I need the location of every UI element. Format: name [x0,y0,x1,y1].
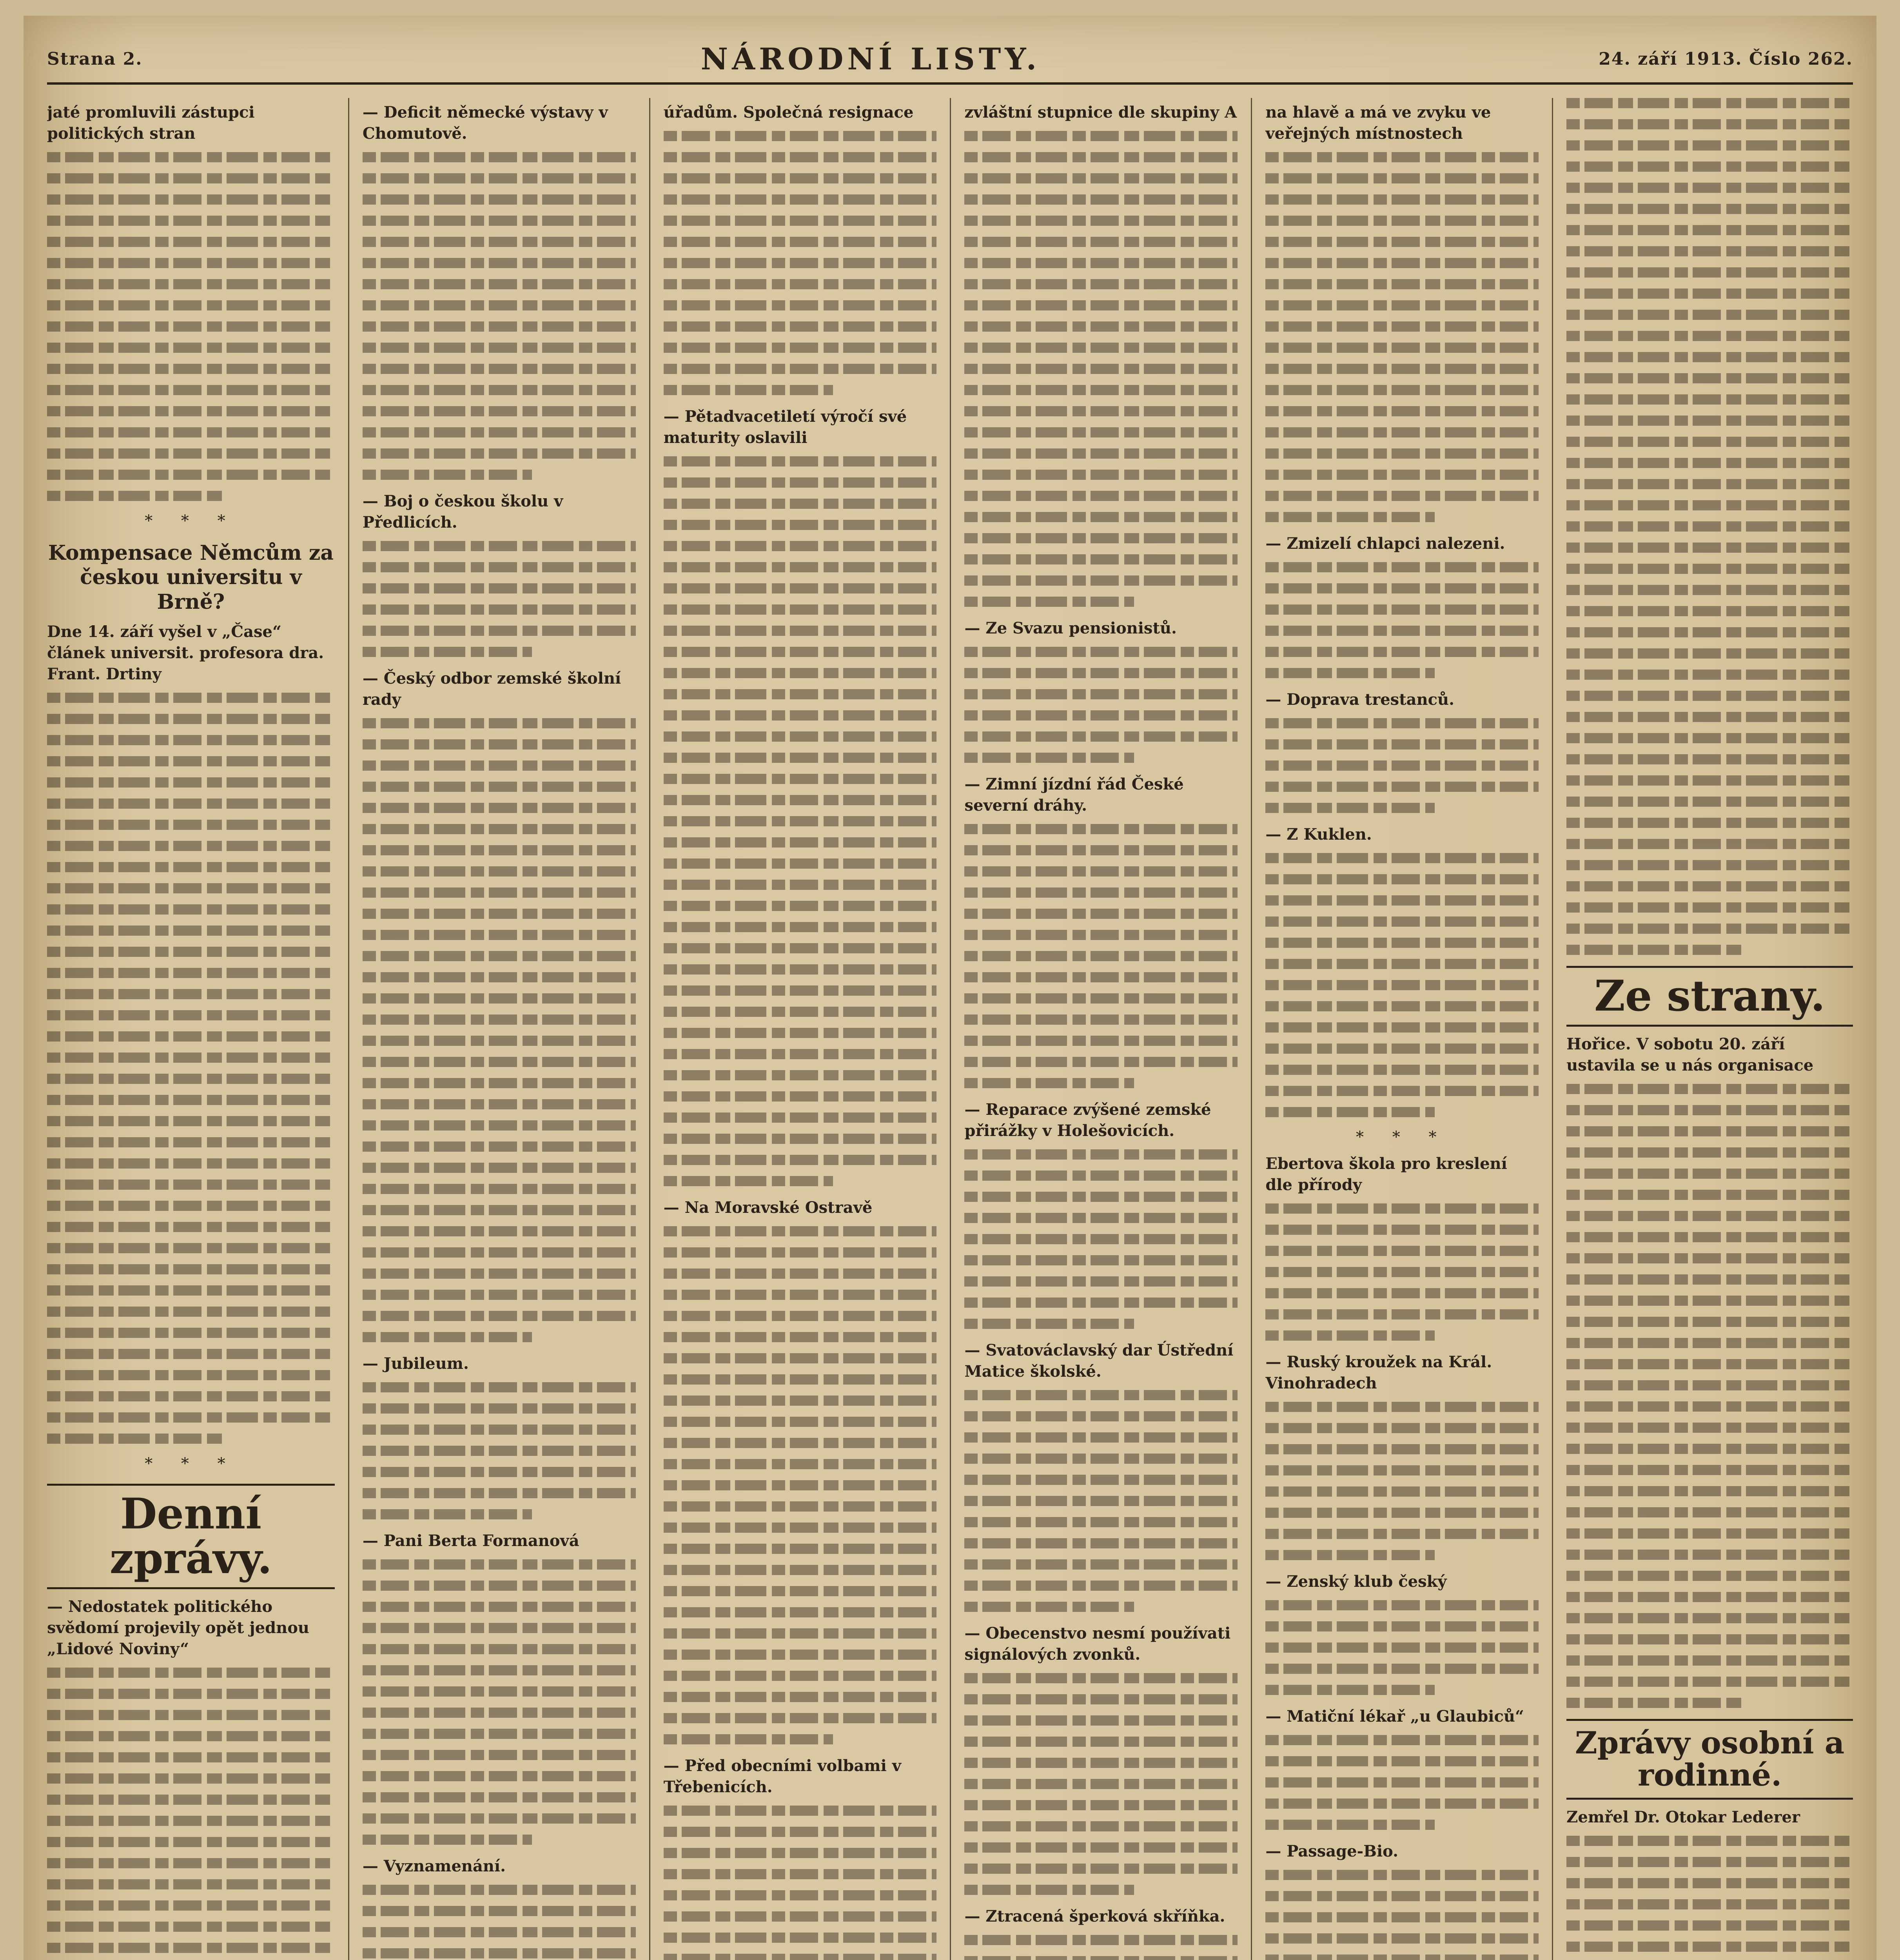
article-lead: Ebertova škola pro kreslení dle přírody [1265,1154,1507,1194]
article-lead: — Matiční lékař „u Glaubiců“ [1265,1707,1524,1726]
masthead-title: NÁRODNÍ LISTY. [700,41,1041,76]
page-number: Strana 2. [47,49,143,69]
section-heading-kompensace: Kompensace Němcům za českou universitu v Brně? [48,541,334,614]
article-lead: — Deficit německé výstavy v Chomutově. [362,103,608,143]
article-text [664,1806,937,1960]
column-1 [47,98,348,1960]
newspaper-page [24,16,1876,1960]
article-lead: na hlavě a má ve zvyku ve veřejných místnostech [1265,103,1491,143]
column-3 [649,98,950,1960]
article-lead: — Vyznamenání. [362,1857,506,1875]
article-lead: — Obecenstvo nesmí používati signálových zvonků. [964,1624,1231,1664]
article-text [964,647,1238,763]
article-lead: — Na Moravské Ostravě [663,1198,873,1217]
article-text [1265,1600,1539,1695]
article-text [363,1885,636,1960]
article-lead: — Český odbor zemské školní rady [362,669,621,709]
column-2 [348,98,649,1960]
article-lead: Zemřel Dr. Otokar Lederer [1566,1808,1800,1827]
article-text [1265,1870,1539,1960]
article-lead: — Ztracená šperková skříňka. [964,1907,1225,1926]
article-lead: — Reparace zvýšené zemské přirážky v Holešovicích. [964,1100,1211,1140]
article-text [664,1226,937,1744]
article-text [964,1673,1238,1895]
article-lead: Hořice. V sobotu 20. září ustavila se u nás organisace [1566,1035,1814,1075]
article-text [1566,1084,1853,1708]
column-4 [950,98,1251,1960]
article-text [363,1382,636,1519]
article-lead: — Pani Berta Formanová [362,1532,579,1550]
article-lead: — Boj o českou školu v Předlicích. [362,492,563,532]
article-text [363,152,636,480]
article-lead: — Před obecními volbami v Třebenicích. [663,1757,901,1796]
article-text [363,541,636,657]
section-divider: * * * [145,512,237,530]
article-lead: — Svatováclavský dar Ústřední Matice školské. [964,1341,1234,1381]
article-lead: úřadům. Společná resignace [663,103,914,122]
article-text [664,131,937,395]
article-lead: — Pětadvacetiletí výročí své maturity oslavili [663,407,907,447]
article-text [1265,1735,1539,1830]
article-lead: — Z Kuklen. [1265,825,1372,844]
article-lead: — Ze Svazu pensionistů. [964,619,1177,637]
article-lead: — Zmizelí chlapci nalezeni. [1265,534,1505,553]
section-divider: * * * [1356,1128,1448,1146]
column-5 [1251,98,1552,1960]
article-text [664,456,937,1186]
article-lead: — Doprava trestanců. [1265,690,1455,709]
article-lead: — Zimní jízdní řád České severní dráhy. [964,775,1184,815]
article-lead: — Nedostatek politického svědomí projevily opět jednou „Lidové Noviny“ [47,1597,309,1658]
column-6 [1552,98,1853,1960]
article-text [964,824,1238,1088]
page-header [47,35,1853,85]
section-heading-ze-strany: Ze strany. [1566,966,1853,1027]
article-lead: — Jubileum. [362,1354,469,1373]
article-text [964,131,1238,607]
section-divider: * * * [145,1455,237,1473]
article-lead: — Ruský kroužek na Král. Vinohradech [1265,1353,1492,1392]
article-lead: Dne 14. září vyšel v „Čase“ článek universit. profesora dra. Frant. Drtiny [47,622,324,684]
section-heading-zpravy-osobni: Zprávy osobní a rodinné. [1566,1719,1853,1800]
article-text [1566,98,1853,955]
section-heading-denni-zpravy: Denní zprávy. [47,1484,335,1589]
article-text [964,1149,1238,1329]
issue-date: 24. září 1913. Číslo 262. [1599,49,1853,69]
article-text [964,1390,1238,1612]
article-text [47,1668,335,1960]
article-text [363,1559,636,1845]
article-lead: zvláštní stupnice dle skupiny A [964,103,1237,122]
article-text [1566,1836,1853,1960]
article-text [1265,1402,1539,1560]
article-text [47,693,335,1444]
article-text [964,1935,1238,1960]
article-text [47,152,335,501]
article-text [363,718,636,1342]
column-1-lead: jaté promluvili zástupci politických stran [47,103,255,143]
article-lead: — Passage-Bio. [1265,1842,1399,1860]
article-text [1265,1203,1539,1341]
article-text [1265,562,1539,678]
article-text [1265,718,1539,813]
article-lead: — Zenský klub český [1265,1572,1447,1591]
article-text [1265,152,1539,522]
article-text [1265,853,1539,1117]
text-columns [47,98,1853,1960]
